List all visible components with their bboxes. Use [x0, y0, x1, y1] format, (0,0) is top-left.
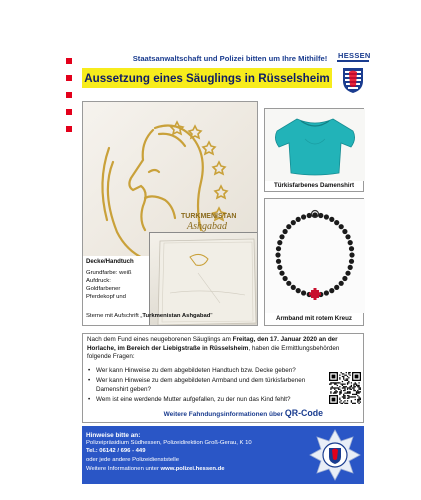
bracelet-caption: Armband mit rotem Kreuz: [276, 315, 352, 322]
bead: [342, 229, 347, 234]
bead: [301, 290, 306, 295]
question-item: • Wer kann Hinweise zu dem abgebildeten Armband und dem türkisfarbenen Damenshirt geben?: [87, 377, 323, 394]
bead: [275, 252, 280, 257]
contact-authority: Polizeipräsidium Südhessen, Polizeidirektion Groß-Gerau, K 10: [86, 440, 252, 446]
bead: [286, 224, 291, 229]
bead: [301, 214, 306, 219]
bead: [342, 276, 347, 281]
appeal-text-date-place: Freitag, den 17. Januar 2020 an der Horlache, im Bereich der Liebigstraße in Rüsselsheim: [87, 336, 338, 352]
bead: [276, 259, 281, 264]
bead: [286, 281, 291, 286]
bead: [334, 285, 339, 290]
bead: [277, 240, 282, 245]
bead: [276, 246, 281, 251]
towel-caption-line: Grundfarbe: weiß: [86, 270, 132, 276]
inscription-prefix: Sterne mit Aufschrift „: [86, 313, 143, 319]
qr-code-word: QR-Code: [284, 408, 323, 418]
bead: [349, 252, 354, 257]
appeal-text-box: [82, 333, 364, 423]
bead: [348, 265, 353, 270]
margin-marker: [66, 58, 72, 64]
bead: [348, 240, 353, 245]
shirt-caption: Türkisfarbenes Damenshirt: [273, 182, 355, 189]
shirt-icon: [265, 109, 365, 181]
qr-code-icon[interactable]: [329, 372, 361, 404]
bead: [349, 259, 354, 264]
bead: [296, 288, 301, 293]
more-info-text: Weitere Fahndungsinformationen über: [163, 411, 285, 418]
bead: [324, 290, 329, 295]
bead: [329, 288, 334, 293]
contact-head: Hinweise bitte an:: [86, 432, 141, 439]
bead: [324, 214, 329, 219]
towel-caption-head: Decke/Handtuch: [86, 258, 134, 265]
bead: [277, 265, 282, 270]
inscription-text: Turkmenistan Ashgabad: [142, 313, 211, 319]
website-link[interactable]: www.polizei.hessen.de: [160, 465, 225, 472]
bracelet-icon: [265, 199, 365, 313]
website-prefix: Weitere Informationen unter: [86, 465, 161, 472]
towel-caption-inscription: [86, 313, 213, 319]
embroidery-text-line1: TURKMENISTAN: [181, 213, 237, 220]
towel-caption-line: Pferdekopf und: [86, 294, 126, 300]
margin-marker: [66, 75, 72, 81]
towel-caption-line: Goldfarbener: [86, 286, 121, 292]
bead: [334, 220, 339, 225]
appeal-paragraph: [87, 336, 362, 362]
bead: [339, 281, 344, 286]
contact-phone[interactable]: Tel.: 06142 / 696 - 449: [86, 448, 146, 455]
hessen-crest-icon: [342, 66, 364, 94]
contact-alternative: oder jede andere Polizeidienststelle: [86, 457, 180, 464]
bead: [345, 234, 350, 239]
title-bar: [82, 68, 332, 88]
towel-photo: [82, 101, 258, 326]
bead: [279, 234, 284, 239]
question-item: • Wem ist eine werdende Mutter aufgefallen, zu der nun das Kind fehlt?: [87, 396, 323, 404]
bead: [329, 217, 334, 222]
towel-caption-line: Aufdruck:: [86, 278, 111, 284]
state-label: HESSEN: [338, 51, 371, 60]
intro-line: Staatsanwaltschaft und Polizei bitten um Ihre Mithilfe!: [132, 54, 328, 63]
bead: [296, 217, 301, 222]
bead: [349, 246, 354, 251]
embroidery-text-line2: Ashgabad: [187, 221, 227, 232]
question-list: [87, 367, 323, 407]
contact-footer: [82, 426, 364, 484]
folded-towel-photo: [149, 232, 258, 326]
bracelet-photo: [264, 198, 364, 326]
police-star-badge-icon: [309, 429, 361, 481]
bead: [279, 271, 284, 276]
inscription-suffix: ": [210, 313, 213, 319]
state-label-rule: [337, 60, 369, 62]
appeal-text-start: Nach dem Fund eines neugeborenen Säuglings am: [87, 336, 233, 343]
bead: [283, 229, 288, 234]
margin-marker: [66, 109, 72, 115]
margin-marker: [66, 92, 72, 98]
appeal-text-end: , haben die Ermittlungsbehörden folgende Fragen:: [87, 344, 340, 361]
bead: [283, 276, 288, 281]
shirt-photo: [264, 108, 364, 192]
margin-marker: [66, 126, 72, 132]
contact-info: [86, 432, 291, 473]
bead: [345, 271, 350, 276]
more-info-line: [164, 408, 323, 418]
bead: [339, 224, 344, 229]
bead: [291, 220, 296, 225]
contact-website-line: [86, 465, 291, 473]
question-item: • Wer kann Hinweise zu dem abgebildeten Handtuch bzw. Decke geben?: [87, 367, 323, 375]
bead: [291, 285, 296, 290]
page-title: Aussetzung eines Säuglings in Rüsselsheim: [84, 71, 330, 85]
